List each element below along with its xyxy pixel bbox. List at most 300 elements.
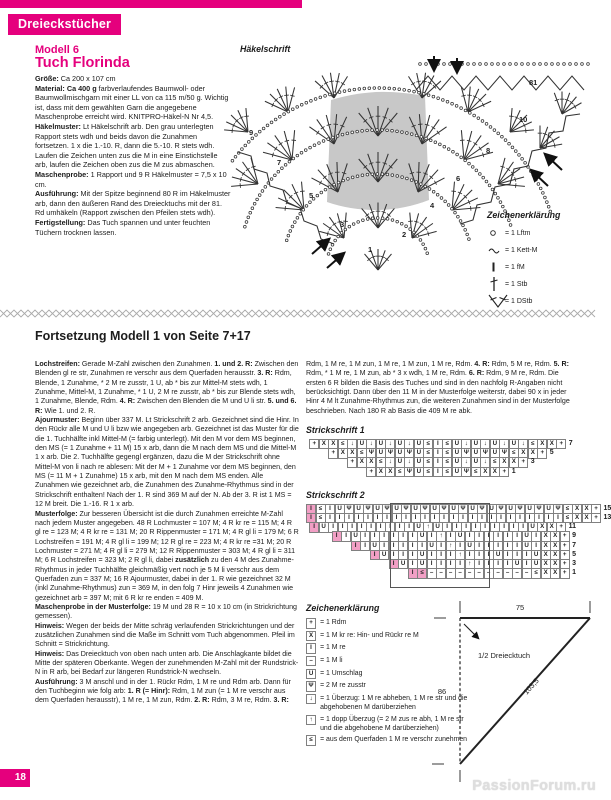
chart-cell: I <box>474 550 484 560</box>
chart-cell: ≤ <box>395 467 405 477</box>
chart-row-number: 13 <box>603 514 611 521</box>
model6-column <box>35 44 232 237</box>
chart-cell: U <box>417 550 427 560</box>
chart-cell: I <box>398 550 408 560</box>
row-number: 8 <box>486 146 491 155</box>
chart-cell: U <box>351 531 361 541</box>
chart-cell: U <box>490 448 500 458</box>
chart-cell: Ψ <box>461 467 471 477</box>
chart-cell: U <box>395 439 405 449</box>
chart-cell: ↑ <box>436 531 446 541</box>
chart-cell: ↓ <box>385 457 395 467</box>
row-number: 10 <box>519 115 528 124</box>
chart-cell: – <box>465 568 475 578</box>
chart-cell: + <box>518 457 528 467</box>
chart-cell: U <box>522 531 532 541</box>
chart-cell: X <box>572 504 582 514</box>
chart-cell: – <box>474 568 484 578</box>
chart-cell: I <box>484 559 494 569</box>
chart-cell: I <box>496 513 506 523</box>
chart-cell: I <box>398 541 408 551</box>
chart-cell: I <box>363 513 373 523</box>
chart-cell: I <box>370 531 380 541</box>
chart-cell: ≤ <box>423 448 433 458</box>
chart-cell: I <box>354 513 364 523</box>
schematic-diagram <box>420 596 598 788</box>
chart-cell: X <box>490 467 500 477</box>
page-number: 18 <box>0 769 30 787</box>
chart-cell: X <box>347 448 357 458</box>
chart-cell: I <box>309 522 319 532</box>
chart-cell: I <box>427 531 437 541</box>
chart-cell: X <box>518 448 528 458</box>
chart-cell: ≤ <box>528 439 538 449</box>
chart-cell: U <box>468 504 478 514</box>
chart-cell: + <box>347 457 357 467</box>
chart-cell: I <box>544 513 554 523</box>
legend-label: = 1 M li <box>320 657 343 665</box>
legend-title: Zeichenerklärung <box>306 603 380 614</box>
legend-item <box>487 259 599 276</box>
chart-row-number: 7 <box>568 440 573 448</box>
chart-cell: X <box>550 550 560 560</box>
chart-cell: ≤ <box>423 467 433 477</box>
chart-cell: I <box>325 513 335 523</box>
symbol-box-icon: + <box>306 618 316 628</box>
row-number: 7 <box>277 158 282 167</box>
chart-cell: I <box>408 541 418 551</box>
chart-cell: I <box>455 541 465 551</box>
chart-cell: U <box>414 439 424 449</box>
chart-cell: X <box>319 439 329 449</box>
chart-cell: X <box>480 467 490 477</box>
chart-cell: I <box>385 522 395 532</box>
chart-cell: + <box>366 467 376 477</box>
chart-cell: X <box>541 559 551 569</box>
chart-cell: ≤ <box>417 568 427 578</box>
chart-cell: ≤ <box>471 467 481 477</box>
legend-item <box>487 225 599 242</box>
chart-cell: X <box>572 513 582 523</box>
chart-cell: I <box>512 550 522 560</box>
chart-cell: U <box>414 448 424 458</box>
chart-cell: I <box>433 467 443 477</box>
symbol-box-icon: ≤ <box>306 735 316 745</box>
chart-cell: ↓ <box>480 439 490 449</box>
chart-cell: I <box>344 513 354 523</box>
chart-cell: I <box>452 522 462 532</box>
chart-cell: I <box>531 541 541 551</box>
paragraph: Ausführung: 3 M anschl und in der 1. Rückr Rdm, 1 M re und Rdm arb. Dann für den Tuchbeginn wie folg arb: 1. R (= Hinr): Rdm, 1 M zun (= 1 M re verschr aus dem Querfaden herausstr), 1 M re, 1 M zun, Rdm. 2. R: Rdm, 3 M re, Rdm. 3. R: <box>35 677 291 705</box>
chart-cell: U <box>411 504 421 514</box>
chart-cell: I <box>433 448 443 458</box>
chart-cell: Ψ <box>401 504 411 514</box>
chart-cell: X <box>550 568 560 578</box>
chart-row <box>306 568 576 577</box>
chart-cell: I <box>325 504 335 514</box>
chart-cell: + <box>560 541 570 551</box>
chart-cell: I <box>487 513 497 523</box>
chart-row <box>306 559 576 568</box>
symbol-box-icon: U <box>306 669 316 679</box>
chart-cell: U <box>417 559 427 569</box>
chart-cell: I <box>306 513 316 523</box>
chart-cell: Ψ <box>382 504 392 514</box>
chart-cell: I <box>480 522 490 532</box>
chart-cell: ↓ <box>461 439 471 449</box>
chart-cell: I <box>376 522 386 532</box>
chart-cell: I <box>449 513 459 523</box>
chart-cell: I <box>395 522 405 532</box>
paragraph: Musterfolge: Zur besseren Übersicht ist die durch Zunahmen erreichte M-Zahl nach jedem Muster angegeben. 48 R Lochmuster = 107 M; 4 R kr re = 115 M; 4 R gl re = 123 M; 4 R kr re = 131 M; 20 R Rippenmuster = 171 M; 4 R gl li = 179 M; 6 R Lochstreifen = 191 M; 4 R gl li = 199 M; 12 R gl re = 223 M; 4 R kr re =31 M; 20 R Lochmuster = 271 M; 4 R gl li = 279 M; 12 R Rippenmuster = 303 M; 4 R gl li = 311 M; 6 R Lochstreifen = 323 M; 2 R gl li, dabei zusätzlich zu den 4 M des Zunahme-Rhythmus in jeder Tuchhälfte gleichmäßig vert noch je 5 M li verschr aus dem Querfaden zun = 337 M; 16 R Ajourmuster, dabei in der 1. R wie gezeichnet 32 M (inkl Zunahme-Rhythmus) zun = 369 M, in den folg 7 Hinr jeweils 4 Zunahmen wie gezeichnet arb = 397 M; mit 6 R kr re enden = 409 M. <box>35 509 299 602</box>
symbol-box-icon: – <box>306 656 316 666</box>
chart-cell: X <box>582 513 592 523</box>
legend-label: = 1 fM <box>505 264 525 271</box>
slip-stitch-icon <box>487 245 505 257</box>
chart-row-number: 7 <box>572 541 576 549</box>
chart-cell: U <box>471 448 481 458</box>
chart-cell: I <box>455 559 465 569</box>
chart-cell: I <box>503 541 513 551</box>
chart-cell: I <box>531 531 541 541</box>
chart-cell: X <box>537 522 547 532</box>
chart-cell: I <box>389 531 399 541</box>
chart-cell: + <box>560 531 570 541</box>
chart-cell: U <box>522 541 532 551</box>
chart-cell: U <box>528 522 538 532</box>
chart-cell: ≤ <box>442 448 452 458</box>
chart-cell: U <box>452 448 462 458</box>
chart-cell: I <box>493 541 503 551</box>
strickschrift1-title: Strickschrift 1 <box>306 425 365 436</box>
legend-item <box>487 242 599 259</box>
chart-cell: X <box>509 457 519 467</box>
chart-cell: I <box>493 559 503 569</box>
chart-cell: Ψ <box>458 504 468 514</box>
chart-cell: U <box>531 550 541 560</box>
chart-cell: I <box>430 513 440 523</box>
model-name-title: Tuch Florinda <box>35 55 130 71</box>
chart-cell: ≤ <box>490 457 500 467</box>
paragraph: Hinweis: Das Dreiecktuch von oben nach unten arb. Die Anschlagkante bildet die Mitte der späteren Oberkante. Wegen der zunehmenden M-Zahl mit der Rundstrick-N in R arb, bei Bedarf zur längeren Rundstrick-N wechseln. <box>35 649 299 677</box>
chart-cell: Ψ <box>461 448 471 458</box>
zigzag-divider <box>0 308 600 320</box>
chart-cell: I <box>509 522 519 532</box>
chart-cell: I <box>357 522 367 532</box>
chart-cell: I <box>436 550 446 560</box>
model-number-title: Modell 6 <box>35 44 80 56</box>
chart-row <box>306 504 611 513</box>
legend-label: = 1 Umschlag <box>320 669 363 677</box>
chart-cell: I <box>427 559 437 569</box>
chart-cell: Ψ <box>534 504 544 514</box>
section-tag: Dreieckstücher <box>8 14 121 35</box>
chart-cell: U <box>414 467 424 477</box>
left-paragraphs <box>35 360 299 706</box>
chart-cell: X <box>547 522 557 532</box>
chart-cell: + <box>591 504 601 514</box>
chart-cell: I <box>468 513 478 523</box>
chart-cell: X <box>537 439 547 449</box>
chart-cell: U <box>452 439 462 449</box>
chart-cell: – <box>436 568 446 578</box>
chart-cell: ≤ <box>316 513 326 523</box>
row-number: 1 <box>368 245 373 254</box>
chart-cell: X <box>357 457 367 467</box>
chart-cell: ≤ <box>338 439 348 449</box>
right-paragraphs <box>306 360 576 416</box>
chart-cell: X <box>547 439 557 449</box>
chart-cell: ≤ <box>563 513 573 523</box>
row-number: 3 <box>340 220 345 229</box>
chart-cell: I <box>474 559 484 569</box>
chart-cell: ≤ <box>357 448 367 458</box>
diagonal-measure: 103,5 <box>521 676 541 697</box>
chart-cell: I <box>522 550 532 560</box>
chart-cell: I <box>427 550 437 560</box>
chart-cell: I <box>512 541 522 551</box>
knitting-chart-1 <box>306 439 576 476</box>
chart-cell: I <box>408 550 418 560</box>
direction-arrow <box>312 240 328 254</box>
chart-cell: I <box>465 550 475 560</box>
chart-cell: I <box>370 550 380 560</box>
chart-cell: U <box>544 504 554 514</box>
chart-cell: U <box>525 504 535 514</box>
chart-cell: I <box>341 531 351 541</box>
continuation-heading: Fortsetzung Modell 1 von Seite 7+17 <box>35 329 251 343</box>
chart-cell: ≤ <box>423 457 433 467</box>
chart-cell: Ψ <box>420 504 430 514</box>
symbol-box-icon: X <box>306 631 316 641</box>
chart-cell: U <box>414 457 424 467</box>
chart-cell: U <box>376 439 386 449</box>
chart-cell: + <box>560 559 570 569</box>
chart-row <box>306 457 576 466</box>
chart-cell: I <box>503 550 513 560</box>
chart-cell: U <box>449 504 459 514</box>
chart-cell: I <box>474 531 484 541</box>
chart-cell: U <box>452 457 462 467</box>
knit-direction-arrow <box>464 624 478 638</box>
direction-arrow <box>327 254 343 268</box>
chart-cell: I <box>392 513 402 523</box>
chart-cell: + <box>560 550 570 560</box>
chart-cell: Ψ <box>363 504 373 514</box>
chart-cell: U <box>357 439 367 449</box>
chart-cell: I <box>518 522 528 532</box>
chart-cell: I <box>436 559 446 569</box>
chart-cell: I <box>474 541 484 551</box>
chart-row <box>306 448 576 457</box>
chart-cell: I <box>338 522 348 532</box>
chart-cell: X <box>541 550 551 560</box>
chart-cell: – <box>455 568 465 578</box>
chart-row <box>306 531 576 540</box>
chart-cell: X <box>541 531 551 541</box>
chart-cell: ≤ <box>376 457 386 467</box>
top-accent-strip <box>0 0 302 8</box>
chart-cell: I <box>442 522 452 532</box>
chart-cell: I <box>433 439 443 449</box>
chart-cell: Ψ <box>553 504 563 514</box>
row-number: 4 <box>430 201 435 210</box>
chart-cell: I <box>366 522 376 532</box>
chart-cell: U <box>414 522 424 532</box>
chart-cell: I <box>347 522 357 532</box>
legend-label: = 1 Rdm <box>320 619 347 627</box>
chart-cell: X <box>550 531 560 541</box>
chart-cell: U <box>354 504 364 514</box>
width-measure: 75 <box>515 603 525 612</box>
watermark: PassionForum.ru <box>472 778 596 794</box>
chart-cell: ↓ <box>366 439 376 449</box>
chart-cell: U <box>417 531 427 541</box>
chart-cell: U <box>471 439 481 449</box>
chart-row <box>306 550 576 559</box>
paragraph: Ausführung: Mit der Spitze beginnend 80 R im Häkelmuster arb, dann den äußeren Rand des Dreiecktuchs mit der 81. Rd umhäkeln (Rapport zwischen den Pfeilen stets wdh). <box>35 189 231 218</box>
legend-label: = aus dem Querfaden 1 M re verschr zunehmen <box>320 736 467 744</box>
chart-cell: X <box>550 559 560 569</box>
chart-cell: U <box>490 439 500 449</box>
chart-cell: Ψ <box>496 504 506 514</box>
chart-cell: – <box>427 568 437 578</box>
chart-cell: X <box>338 448 348 458</box>
model6-paragraphs <box>35 74 232 237</box>
chart-cell: I <box>553 513 563 523</box>
continuation-left-column <box>35 360 299 706</box>
height-measure: 86 <box>437 687 447 696</box>
chart-cell: I <box>408 568 418 578</box>
chart-cell: ≤ <box>563 504 573 514</box>
chart-cell: + <box>591 513 601 523</box>
paragraph: Größe: Ca 200 x 107 cm <box>35 74 116 83</box>
chart-cell: I <box>534 513 544 523</box>
chart-cell: – <box>522 568 532 578</box>
chart-cell: ≤ <box>423 439 433 449</box>
chart-cell: Ψ <box>480 448 490 458</box>
chart-cell: – <box>484 568 494 578</box>
chart-row <box>306 541 576 550</box>
chart-cell: I <box>382 513 392 523</box>
chart-cell: X <box>376 467 386 477</box>
chart-cell: X <box>541 541 551 551</box>
chart-cell: I <box>306 504 316 514</box>
legend-label: = 1 M re <box>320 644 346 652</box>
chain-stitch-icon <box>487 228 505 240</box>
chart-cell: + <box>560 568 570 578</box>
chart-row-number: 3 <box>572 559 576 567</box>
chart-cell: Ψ <box>404 448 414 458</box>
chart-row-number: 5 <box>549 449 554 457</box>
chart-cell: ≤ <box>316 504 326 514</box>
chart-cell: U <box>319 522 329 532</box>
chart-cell: X <box>582 504 592 514</box>
symbol-box-icon: Ψ <box>306 681 316 691</box>
paragraph: Lochstreifen: Gerade M-Zahl zwischen den Zunahmen. 1. und 2. R: Zwischen den Blenden gl re str, Zunahmen re verschr aus dem Querfaden herausstr. 3. R: Rdm, Blende, 1 Zunahme, * 2 M re zusstr, 1 U, ab * bis zur Mittel-M stets wdh, 1 Zunahme, Mittel-M, 1 Zunahme, * 1 U, 2 M re zusstr, ab * bis zur Blende stets wdh, 1 Zunahme, Blende, Rdm. 4. R: Zwischen den Blenden die M und U li str. 5. und 6. R: Wie 1. und 2. R. <box>35 360 299 415</box>
row-number: 6 <box>456 174 461 183</box>
chart-cell: – <box>493 568 503 578</box>
chart-row-number: 1 <box>511 467 516 475</box>
paragraph: Häkelmuster: Lt Häkelschrift arb. Den grau unterlegten Rapport stets wdh und beids davon die Zunahmen fortsetzen. 1 x die 1.-10. R, dann die 5.-10. R stets wdh. Laufen die Zeichen unten zus die M in eine Einstichstelle arb, laufen die Zeichen oben zus die M zus abmaschen. <box>35 121 218 170</box>
chart-cell: Ψ <box>366 448 376 458</box>
legend-label: = 1 Lftm <box>505 230 531 237</box>
paragraph: Fertigstellung: Das Tuch spannen und unter feuchten Tüchern trocknen lassen. <box>35 217 211 237</box>
paragraph: Material: Ca 400 g farbverlaufendes Baumwoll- oder Baumwollmischgarn mit einer LL von ca 115 m/50 g. Wichtig ist, dass mit dem gewählten Garn die angegebene Maschenprobe erreicht wird. KNITPRO-Häkel-N Nr 4,5. <box>35 83 229 122</box>
row-number: 9 <box>249 128 254 137</box>
chart-cell: – <box>446 568 456 578</box>
chart-cell: – <box>512 568 522 578</box>
chart-cell: I <box>506 513 516 523</box>
chart-cell: U <box>509 439 519 449</box>
paragraph: Maschenprobe in der Musterfolge: 19 M und 28 R = 10 x 10 cm (in Strickrichtung gemessen). <box>35 602 297 621</box>
paragraph: Maschenprobe: 1 Rapport und 9 R Häkelmuster = 7,5 x 10 cm. <box>35 169 227 189</box>
paragraph: Hinweis: Wegen der beids der Mitte schräg verlaufenden Strickrichtungen und der zusätzlichen Zunahmen sind die Maße im Schnitt vom Tuch abgenommen. Pfeil im Schnitt = Strickrichtung. <box>35 621 295 649</box>
chart-cell: I <box>499 522 509 532</box>
chart-cell: I <box>461 522 471 532</box>
chart-cell: U <box>427 541 437 551</box>
chart-cell: X <box>366 457 376 467</box>
chart-cell: I <box>522 559 532 569</box>
chart-cell: I <box>420 513 430 523</box>
chart-cell: I <box>404 522 414 532</box>
chart-cell: U <box>379 550 389 560</box>
chart-cell: I <box>458 513 468 523</box>
chart-cell: U <box>392 504 402 514</box>
legend-label: = 1 DStb <box>505 298 533 305</box>
chart-cell: I <box>401 513 411 523</box>
direction-arrow <box>546 155 562 170</box>
chart-cell: I <box>484 541 494 551</box>
chart-cell: ≤ <box>442 467 452 477</box>
chart-cell: ↑ <box>446 541 456 551</box>
single-crochet-icon <box>487 261 505 275</box>
chart-cell: I <box>493 531 503 541</box>
chart-cell: Ψ <box>404 467 414 477</box>
legend-label: = 2 M re zusstr <box>320 682 366 690</box>
chart-cell: Ψ <box>439 504 449 514</box>
chart-cell: I <box>328 522 338 532</box>
chart-cell: I <box>515 513 525 523</box>
chart-row-number: 11 <box>568 523 576 531</box>
chart-cell: Ψ <box>385 448 395 458</box>
chart-cell: ↓ <box>347 439 357 449</box>
legend-label: = 1 Stb <box>505 281 528 288</box>
chart-row <box>306 513 611 522</box>
chart-cell: X <box>499 457 509 467</box>
chart-cell: ≤ <box>442 457 452 467</box>
chart-cell: I <box>512 531 522 541</box>
strickschrift2-title: Strickschrift 2 <box>306 489 365 500</box>
chart-cell: ↓ <box>404 439 414 449</box>
chart-row-number: 3 <box>530 458 535 466</box>
chart-row-number: 5 <box>572 550 576 558</box>
chart-cell: I <box>379 541 389 551</box>
chart-cell: + <box>556 522 566 532</box>
symbol-box-icon: ↑ <box>306 715 316 725</box>
chart-cell: + <box>537 448 547 458</box>
chart-cell: X <box>541 568 551 578</box>
chart-cell: I <box>398 531 408 541</box>
chart-cell: ≤ <box>509 448 519 458</box>
chart-cell: U <box>395 457 405 467</box>
chart-cell: I <box>471 522 481 532</box>
knitting-chart-2 <box>306 504 611 578</box>
haekelschrift-title: Häkelschrift <box>240 44 291 54</box>
chart-row <box>306 522 576 531</box>
chart-cell: – <box>503 568 513 578</box>
chart-cell: I <box>490 522 500 532</box>
